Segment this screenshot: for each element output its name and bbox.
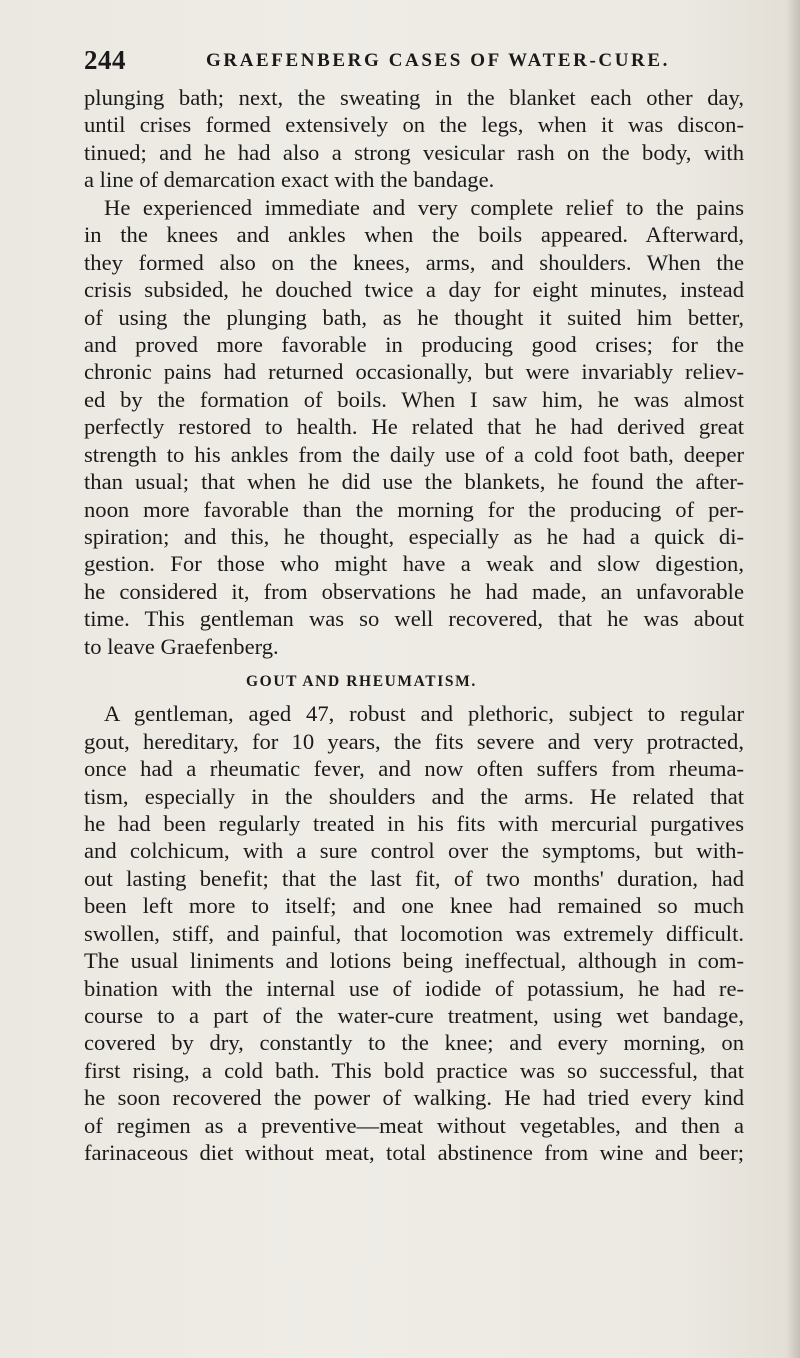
paragraph-1 [84, 84, 744, 194]
text-line: of regimen as a preventive—meat without vegetables, and then a [84, 1112, 744, 1138]
text-line: a line of demarcation exact with the bandage. [84, 167, 495, 193]
text-line: of using the plunging bath, as he thought it suited him better, [84, 304, 744, 330]
page-body [84, 84, 744, 1167]
text-line: to leave Graefenberg. [84, 633, 279, 659]
page-number: 244 [84, 45, 126, 75]
text-line: first rising, a cold bath. This bold practice was so successful, that [84, 1057, 744, 1083]
text-line: than usual; that when he did use the blankets, he found the after- [84, 469, 744, 495]
text-line: and colchicum, with a sure control over the symptoms, but with- [84, 838, 744, 864]
text-line: gestion. For those who might have a weak and slow digestion, [84, 551, 744, 577]
text-line: in the knees and ankles when the boils appeared. Afterward, [84, 222, 744, 248]
text-line: ed by the formation of boils. When I saw him, he was almost [84, 386, 744, 412]
text-line: swollen, stiff, and painful, that locomotion was extremely difficult. [84, 920, 744, 946]
section-heading: GOUT AND RHEUMATISM. [246, 673, 477, 691]
text-line: gout, hereditary, for 10 years, the fits severe and very protracted, [84, 728, 744, 754]
text-line: time. This gentleman was so well recovered, that he was about [84, 606, 744, 632]
text-line: he considered it, from observations he had made, an unfavorable [84, 578, 744, 604]
text-line: tinued; and he had also a strong vesicular rash on the body, with [84, 139, 744, 165]
text-line: and proved more favorable in producing good crises; for the [84, 331, 744, 357]
running-title: GRAEFENBERG CASES OF WATER-CURE. [206, 50, 670, 71]
text-line: noon more favorable than the morning for the producing of per- [84, 496, 744, 522]
text-line: he soon recovered the power of walking. He had tried every kind [84, 1085, 744, 1111]
text-line: farinaceous diet without meat, total abstinence from wine and beer; [84, 1140, 744, 1166]
text-line: chronic pains had returned occasionally, but were invariably reliev- [84, 359, 744, 385]
page-edge-shadow [786, 0, 800, 1358]
text-line: strength to his ankles from the daily use of a cold foot bath, deeper [84, 441, 744, 467]
text-line: A gentleman, aged 47, robust and plethoric, subject to regular [104, 701, 744, 727]
paragraph-2 [84, 194, 744, 660]
text-line: until crises formed extensively on the legs, when it was discon- [84, 112, 744, 138]
text-line: crisis subsided, he douched twice a day for eight minutes, instead [84, 277, 744, 303]
text-line: been left more to itself; and one knee had remained so much [84, 893, 744, 919]
text-line: once had a rheumatic fever, and now often suffers from rheuma- [84, 756, 744, 782]
text-line: plunging bath; next, the sweating in the blanket each other day, [84, 85, 744, 110]
text-line: out lasting benefit; that the last fit, of two months' duration, had [84, 865, 744, 891]
text-line: tism, especially in the shoulders and the arms. He related that [84, 783, 744, 809]
text-line: bination with the internal use of iodide of potassium, he had re- [84, 975, 744, 1001]
text-line: He experienced immediate and very complete relief to the pains [104, 194, 744, 220]
text-line: The usual liniments and lotions being ineffectual, although in com- [84, 948, 744, 974]
text-line: he had been regularly treated in his fits with mercurial purgatives [84, 810, 744, 836]
text-line: course to a part of the water-cure treatment, using wet bandage, [84, 1003, 744, 1028]
text-line: perfectly restored to health. He related that he had derived great [84, 414, 744, 440]
text-line: they formed also on the knees, arms, and shoulders. When the [84, 249, 744, 275]
text-line: covered by dry, constantly to the knee; and every morning, on [84, 1030, 744, 1056]
page-header [84, 44, 744, 76]
paragraph-3 [84, 700, 744, 1166]
text-line: spiration; and this, he thought, especially as he had a quick di- [84, 524, 744, 549]
